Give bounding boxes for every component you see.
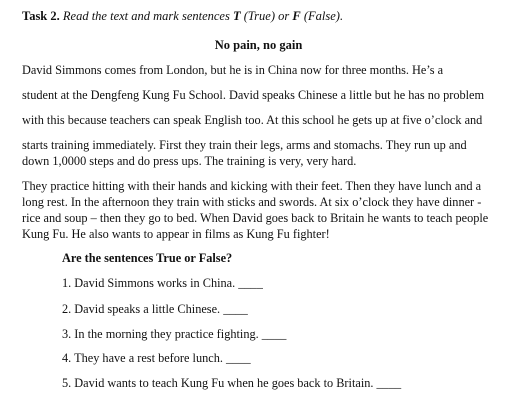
text-line-2: student at the Dengfeng Kung Fu School. David speaks Chinese a little but he has no problem (22, 88, 485, 102)
question-2: 2. David speaks a little Chinese. ____ (62, 302, 248, 316)
text-line-6: They practice hitting with their hands and kicking with their feet. Then they have lunch and a (22, 179, 482, 193)
false-letter: F (292, 9, 301, 23)
text-line-4: starts training immediately. First they train their legs, arms and stomachs. They run up and (22, 138, 467, 152)
text-line-3: with this because teachers can speak English too. At this school he gets up at five o’clock and (22, 113, 483, 127)
text-title: No pain, no gain (214, 38, 303, 52)
task-instruction (63, 9, 343, 23)
question-4: 4. They have a rest before lunch. ____ (62, 351, 251, 365)
text-line-7: long rest. In the afternoon they train with sticks and swords. At six o’clock they have dinner - (22, 195, 482, 209)
question-5: 5. David wants to teach Kung Fu when he goes back to Britain. ____ (62, 376, 402, 390)
text-line-5: down 1,0000 steps and do press ups. The training is very, very hard. (22, 154, 357, 168)
true-letter: T (232, 9, 241, 23)
question-3: 3. In the morning they practice fighting. ____ (62, 327, 287, 341)
question-1: 1. David Simmons works in China. ____ (62, 276, 263, 290)
false-word: (False). (303, 9, 344, 23)
questions-heading: Are the sentences True or False? (62, 251, 233, 265)
or-word: or (278, 9, 290, 23)
task-label: Task 2. (22, 9, 60, 23)
text-line-1: David Simmons comes from London, but he is in China now for three months. He’s a (22, 63, 444, 77)
task-heading (22, 9, 343, 24)
text-line-9: Kung Fu. He also wants to appear in films as Kung Fu fighter! (22, 227, 330, 241)
instruction-prefix: Read the text and mark sentences (62, 9, 233, 23)
text-line-8: rice and soup – then they go to bed. When David goes back to Britain he wants to teach people (22, 211, 489, 225)
true-word: (True) (243, 9, 275, 23)
